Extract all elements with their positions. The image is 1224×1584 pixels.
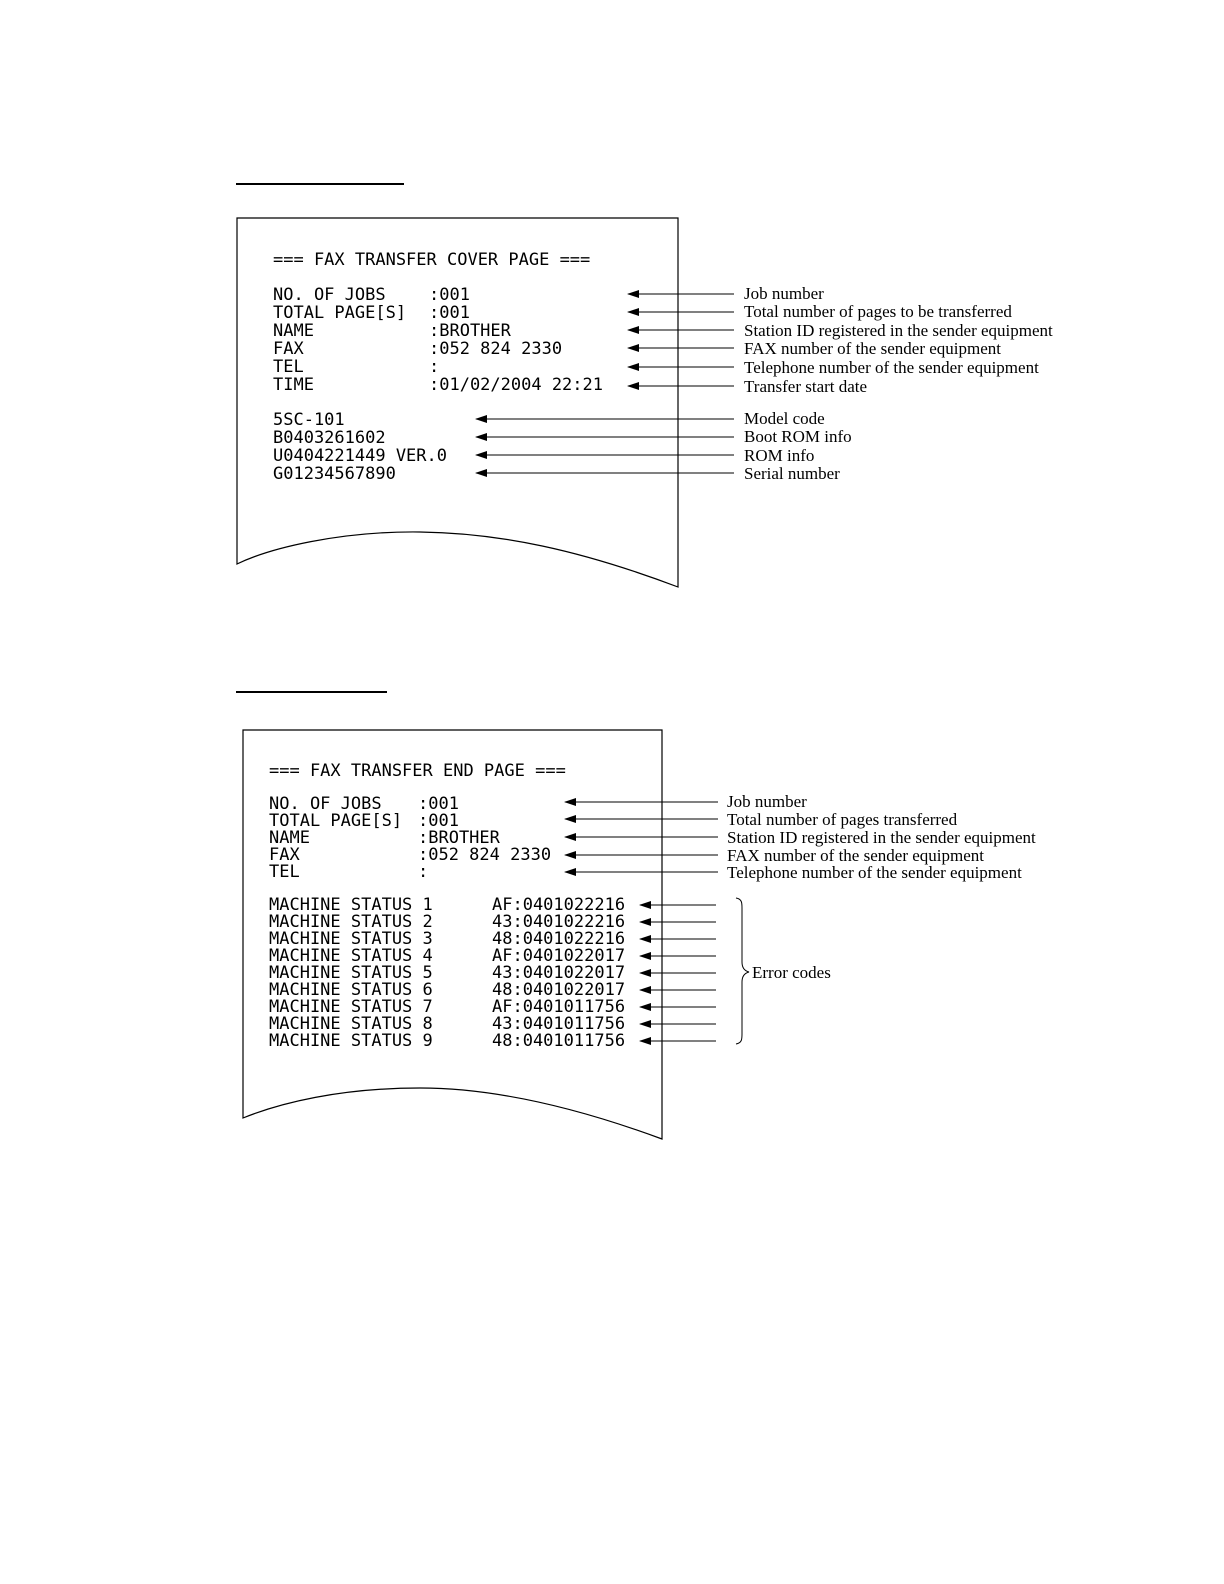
- end-page-receipt: [269, 761, 626, 1307]
- cover-note: Model code: [744, 409, 825, 428]
- cover-note: Boot ROM info: [744, 427, 852, 446]
- status-label: MACHINE STATUS 1: [269, 895, 433, 915]
- status-code: 48:0401011756: [492, 1031, 626, 1051]
- end-note: FAX number of the sender equipment: [727, 846, 984, 865]
- end-note: Total number of pages transferred: [727, 810, 958, 829]
- cover-note: Telephone number of the sender equipment: [744, 358, 1039, 377]
- cover-note: FAX number of the sender equipment: [744, 339, 1001, 358]
- end-field-label: NO. OF JOBS: [269, 794, 382, 814]
- end-page-title: === FAX TRANSFER END PAGE ===: [269, 761, 566, 781]
- end-field-value: :: [418, 862, 429, 882]
- cover-field-label: NAME: [273, 321, 314, 341]
- cover-field-label: NO. OF JOBS: [273, 285, 386, 305]
- status-label: MACHINE STATUS 2: [269, 912, 433, 932]
- status-code: 43:0401011756: [492, 1014, 626, 1034]
- end-note: Job number: [727, 792, 807, 811]
- cover-field-value: :BROTHER: [429, 321, 511, 341]
- status-label: MACHINE STATUS 5: [269, 963, 433, 983]
- status-code: 48:0401022216: [492, 929, 626, 949]
- end-field-value: :BROTHER: [418, 828, 500, 848]
- end-note: Station ID registered in the sender equipment: [727, 828, 1036, 847]
- end-field-label: NAME: [269, 828, 310, 848]
- status-label: MACHINE STATUS 7: [269, 997, 433, 1017]
- end-field-value: :001: [418, 811, 459, 831]
- end-field-value: :052 824 2330: [418, 845, 552, 865]
- status-code: 48:0401022017: [492, 980, 626, 1000]
- cover-code-value: U0404221449 VER.0: [273, 446, 447, 466]
- cover-code-value: G01234567890: [273, 464, 396, 484]
- end-field-label: TEL: [269, 862, 300, 882]
- cover-note: ROM info: [744, 446, 815, 465]
- status-label: MACHINE STATUS 8: [269, 1014, 433, 1034]
- end-note: Telephone number of the sender equipment: [727, 863, 1022, 882]
- status-label: MACHINE STATUS 4: [269, 946, 433, 966]
- cover-field-label: TEL: [273, 357, 304, 377]
- cover-note: Station ID registered in the sender equipment: [744, 321, 1053, 340]
- cover-field-label: TOTAL PAGE[S]: [273, 303, 407, 323]
- cover-field-value: :052 824 2330: [429, 339, 563, 359]
- cover-note: Transfer start date: [744, 377, 868, 396]
- status-label: MACHINE STATUS 6: [269, 980, 433, 1000]
- cover-note: Serial number: [744, 464, 840, 483]
- cover-field-value: :: [429, 357, 440, 377]
- cover-page-receipt: [273, 250, 603, 592]
- status-code: AF:0401011756: [492, 997, 626, 1017]
- cover-note: Job number: [744, 284, 824, 303]
- cover-receipt-outline: [237, 218, 678, 587]
- end-field-value: :001: [418, 794, 459, 814]
- cover-note: Total number of pages to be transferred: [744, 302, 1012, 321]
- status-code: AF:0401022216: [492, 895, 626, 915]
- cover-page-title: === FAX TRANSFER COVER PAGE ===: [273, 250, 591, 270]
- status-code: 43:0401022017: [492, 963, 626, 983]
- error-codes-brace: [736, 898, 749, 1044]
- cover-field-value: :001: [429, 285, 470, 305]
- status-label: MACHINE STATUS 9: [269, 1031, 433, 1051]
- cover-code-value: B0403261602: [273, 428, 386, 448]
- cover-field-label: TIME: [273, 375, 314, 395]
- cover-field-label: FAX: [273, 339, 304, 359]
- error-codes-note: Error codes: [752, 963, 831, 982]
- status-code: 43:0401022216: [492, 912, 626, 932]
- cover-code-value: 5SC-101: [273, 410, 345, 430]
- cover-field-value: :01/02/2004 22:21: [429, 375, 603, 395]
- status-code: AF:0401022017: [492, 946, 626, 966]
- cover-field-value: :001: [429, 303, 470, 323]
- status-label: MACHINE STATUS 3: [269, 929, 433, 949]
- end-field-label: FAX: [269, 845, 300, 865]
- end-field-label: TOTAL PAGE[S]: [269, 811, 403, 831]
